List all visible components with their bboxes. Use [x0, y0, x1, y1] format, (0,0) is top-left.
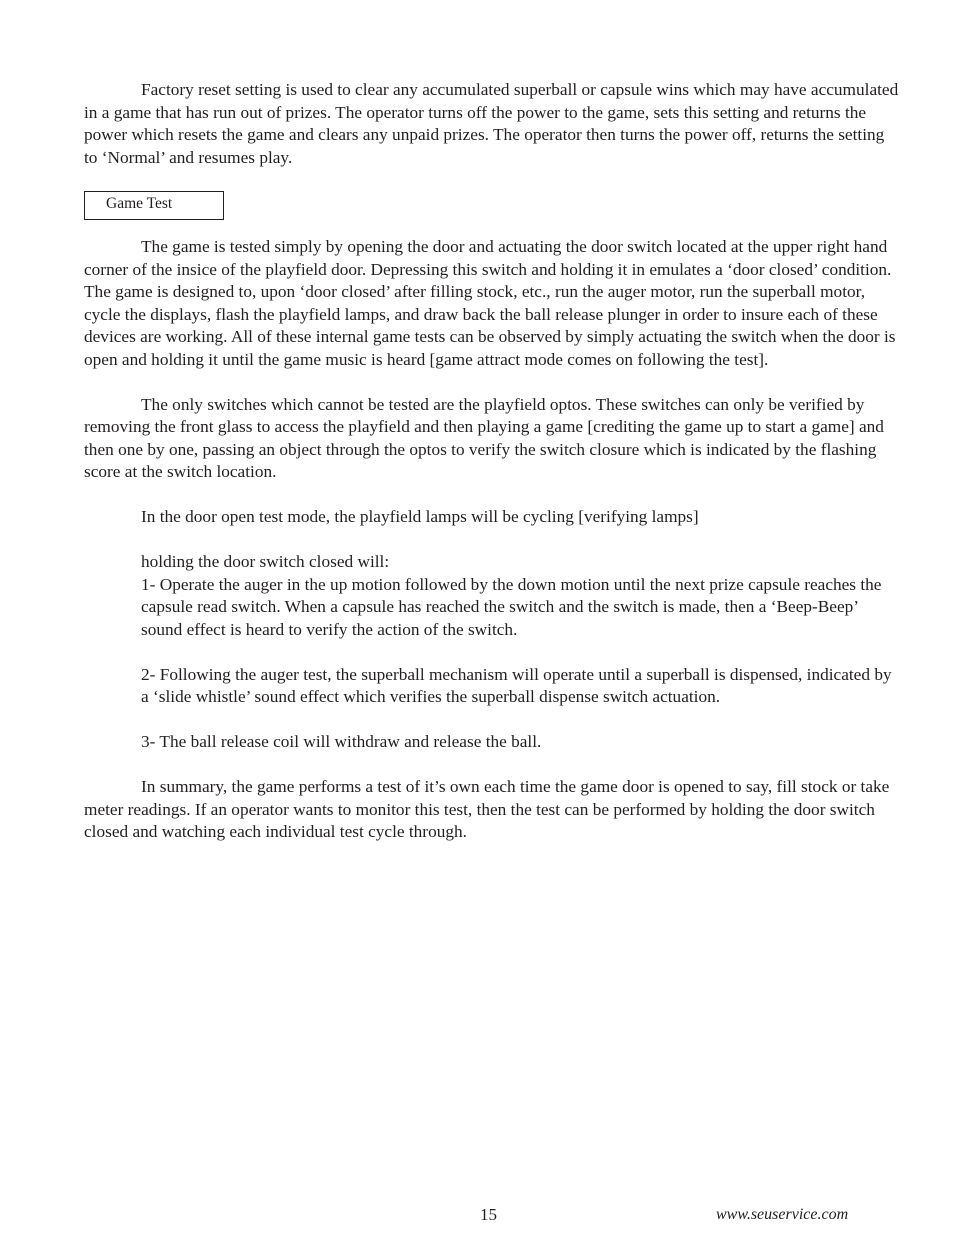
intro-section [84, 79, 900, 169]
optos-paragraph: The only switches which cannot be tested are the playfield optos. These switches can only be verified by removing the front glass to access the playfield and then playing a game [crediting the game up to start a game] and then one by one, passing an object through the optos to verify the switch closure which is indicated by the flashing score at the switch location. [84, 394, 884, 481]
list-item: 2- Following the auger test, the superball mechanism will operate until a superball is dispensed, indicated by a ‘slide whistle’ sound effect which verifies the superball dispense switch actuation. [141, 664, 892, 706]
section-heading-box [84, 191, 224, 220]
door-open-paragraph: In the door open test mode, the playfield lamps will be cycling [verifying lamps] [141, 507, 699, 526]
game-test-paragraph: The game is tested simply by opening the door and actuating the door switch located at the upper right hand corner of the insice of the playfield door. Depressing this switch and holding it in emulates a ‘door closed’ condition. The game is designed to, upon ‘door closed’ after filling stock, etc., run the auger motor, run the superball motor, cycle the displays, flash the playfield lamps, and draw back the ball release plunger in order to insure each of these devices are working. All of these internal game tests can be observed by simply actuating the switch when the door is open and holding it until the game music is heard [game attract mode comes on following the test]. [84, 237, 896, 369]
website-footer: www.seuservice.com [716, 1206, 849, 1223]
list-item: 3- The ball release coil will withdraw and release the ball. [141, 732, 542, 751]
list-item: 1- Operate the auger in the up motion followed by the down motion until the next prize capsule reaches the capsule read switch. When a capsule has reached the switch and the switch is made, then a ‘Beep-Beep’ sound effect is heard to verify the action of the switch. [141, 574, 882, 639]
summary-paragraph: In summary, the game performs a test of it’s own each time the game door is opened to say, fill stock or take meter readings. If an operator wants to monitor this test, then the test can be performed by holding the door switch closed and watching each individual test cycle through. [84, 777, 890, 841]
section-heading: Game Test [106, 195, 173, 212]
page-number: 15 [480, 1205, 497, 1224]
game-test-body [84, 236, 900, 844]
factory-reset-paragraph: Factory reset setting is used to clear any accumulated superball or capsule wins which may have accumulated in a game that has run out of prizes. The operator turns off the power to the game, sets this setting and returns the power which resets the game and clears any unpaid prizes. The operator then turns the power off, returns the setting to ‘Normal’ and resumes play. [84, 80, 899, 167]
list-intro: holding the door switch closed will: [141, 552, 390, 571]
